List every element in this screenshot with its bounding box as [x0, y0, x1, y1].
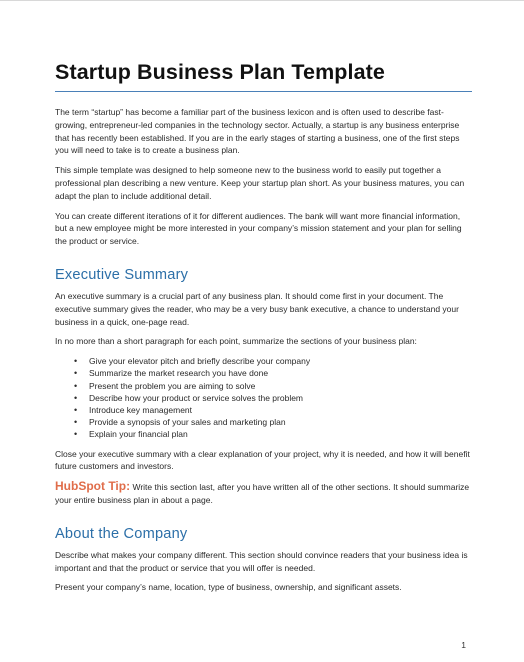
list-item: • Give your elevator pitch and briefly describe your company — [74, 355, 472, 367]
executive-summary-closing: Close your executive summary with a clear explanation of your project, why it is needed, and how it will benefit future customers and investors. — [55, 448, 470, 472]
intro-paragraph-3: You can create different iterations of it for different audiences. The bank will want more financial information, but a new employee might be more interested in your company’s mission statement and your plan for selling the product or service. — [55, 210, 462, 247]
list-item: • Introduce key management — [74, 404, 472, 416]
intro-paragraph-1: The term “startup” has become a familiar part of the business lexicon and is often used to describe fast-growing, entrepreneur-led companies in the technology sector. Actually, a startup is any business enterprise that has recently been established. If you are in the early stages of starting a business, one of the first steps you will need to take is to create a business plan. — [55, 107, 460, 156]
document-title: Startup Business Plan Template — [55, 57, 472, 92]
about-company-paragraph-1: Describe what makes your company different. This section should convince readers that your business idea is important and that the product or service that you will offer is needed. — [55, 549, 468, 573]
intro-paragraph-2: This simple template was designed to help someone new to the business world to easily put together a professional plan describing a new venture. Keep your startup plan short. As your business matures, you can adapt the plan to include additional detail. — [55, 165, 465, 201]
executive-summary-paragraph-2: In no more than a short paragraph for each point, summarize the sections of your business plan: — [55, 336, 417, 347]
page-content — [55, 57, 472, 601]
about-company-paragraph-2: Present your company’s name, location, type of business, ownership, and significant assets. — [55, 582, 402, 593]
list-item: • Present the problem you are aiming to solve — [74, 380, 472, 392]
about-company-heading: About the Company — [55, 525, 188, 542]
list-item: • Explain your financial plan — [74, 428, 472, 440]
tip-text: Write this section last, after you have written all of the other sections. It should summarize your entire business plan in about a page. — [55, 482, 470, 505]
executive-summary-list — [55, 355, 472, 440]
executive-summary-heading: Executive Summary — [55, 266, 189, 283]
page-number: 1 — [461, 640, 466, 650]
list-item: • Provide a synopsis of your sales and marketing plan — [74, 416, 472, 428]
list-item: • Describe how your product or service solves the problem — [74, 392, 472, 404]
executive-summary-paragraph-1: An executive summary is a crucial part of any business plan. It should come first in your document. The executive summary gives the reader, who may be a very busy bank executive, a chance to understand your business in a quick, one-page read. — [55, 290, 459, 327]
hubspot-tip — [55, 480, 472, 507]
list-item: • Summarize the market research you have done — [74, 367, 472, 379]
tip-label: HubSpot Tip: — [55, 479, 131, 494]
